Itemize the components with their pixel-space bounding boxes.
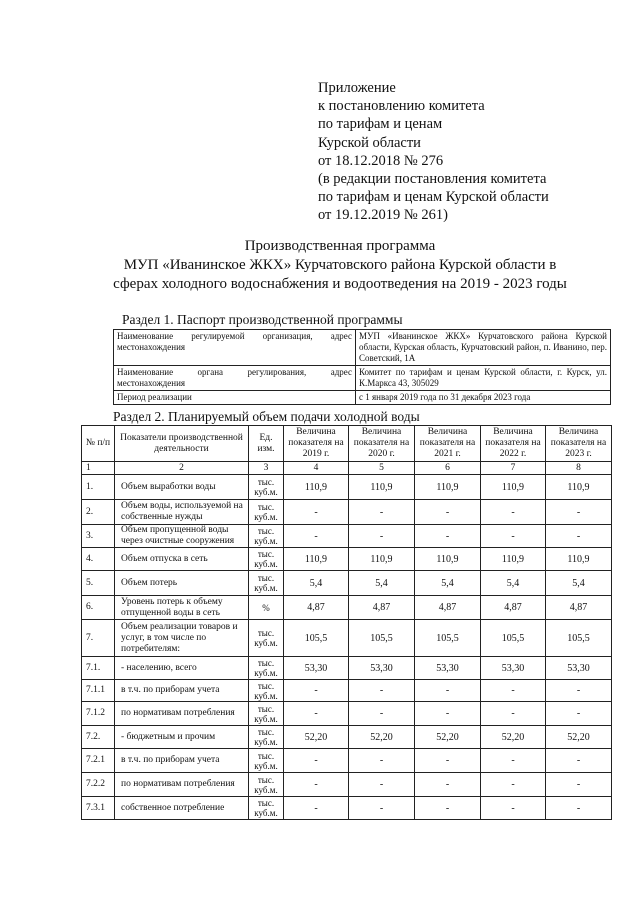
row-number: 4. — [82, 548, 115, 571]
row-value: 53,30 — [481, 657, 546, 680]
row-value: - — [349, 749, 415, 773]
row-indicator: в т.ч. по приборам учета — [115, 749, 249, 773]
row-indicator: Объем выработки воды — [115, 475, 249, 500]
row-number: 6. — [82, 596, 115, 620]
row-value: - — [481, 749, 546, 773]
row-number: 7.2.1 — [82, 749, 115, 773]
row-value: 5,4 — [349, 571, 415, 596]
row-value: 4,87 — [546, 596, 612, 620]
row-value: 53,30 — [415, 657, 481, 680]
row-number: 3. — [82, 525, 115, 548]
row-value: - — [481, 680, 546, 702]
document-title — [60, 237, 620, 294]
header-unit: Ед. изм. — [249, 426, 284, 462]
row-value: - — [415, 680, 481, 702]
header-year: Величина показателя на 2020 г. — [349, 426, 415, 462]
passport-label: Наименование регулируемой организация, адрес местонахождения — [114, 330, 356, 366]
title-line-2: МУП «Иванинское ЖКХ» Курчатовского района Курской области в — [123, 257, 557, 273]
row-indicator: Объем реализации товаров и услуг, в том числе по потребителям: — [115, 620, 249, 657]
row-value: - — [415, 749, 481, 773]
header-year: Величина показателя на 2021 г. — [415, 426, 481, 462]
row-value: 4,87 — [349, 596, 415, 620]
row-indicator: Объем потерь — [115, 571, 249, 596]
column-index: 8 — [546, 462, 612, 475]
row-value: - — [481, 702, 546, 726]
row-value: 5,4 — [284, 571, 349, 596]
table-row — [82, 797, 612, 820]
table-row — [82, 620, 612, 657]
passport-value: Комитет по тарифам и ценам Курской области, г. Курск, ул. К.Маркса 43, 305029 — [356, 366, 611, 391]
row-value: - — [349, 680, 415, 702]
row-unit: тыс. куб.м. — [249, 620, 284, 657]
passport-row — [114, 391, 611, 405]
row-value: - — [349, 702, 415, 726]
row-unit: тыс. куб.м. — [249, 475, 284, 500]
row-value: 110,9 — [415, 548, 481, 571]
header-num: № п/п — [82, 426, 115, 462]
row-number: 2. — [82, 500, 115, 525]
appendix-line: (в редакции постановления комитета — [318, 171, 547, 188]
row-value: 110,9 — [481, 548, 546, 571]
column-index: 2 — [115, 462, 249, 475]
row-value: 4,87 — [415, 596, 481, 620]
row-number: 1. — [82, 475, 115, 500]
row-number: 7.2. — [82, 726, 115, 749]
row-unit: тыс. куб.м. — [249, 797, 284, 820]
table-row — [82, 571, 612, 596]
row-value: 110,9 — [546, 475, 612, 500]
row-value: - — [546, 773, 612, 797]
row-value: - — [415, 797, 481, 820]
row-indicator: собственное потребление — [115, 797, 249, 820]
row-indicator: Объем пропущенной воды через очистные сооружения — [115, 525, 249, 548]
row-value: - — [546, 525, 612, 548]
row-unit: тыс. куб.м. — [249, 726, 284, 749]
table-row — [82, 726, 612, 749]
row-value: 5,4 — [546, 571, 612, 596]
appendix-line: от 18.12.2018 № 276 — [318, 152, 444, 169]
row-value: - — [415, 500, 481, 525]
row-value: - — [415, 773, 481, 797]
table-row — [82, 680, 612, 702]
column-index: 5 — [349, 462, 415, 475]
row-number: 7.2.2 — [82, 773, 115, 797]
row-value: 52,20 — [481, 726, 546, 749]
row-value: - — [546, 500, 612, 525]
row-value: - — [284, 500, 349, 525]
row-value: - — [284, 749, 349, 773]
table-row — [82, 525, 612, 548]
row-number: 7.3.1 — [82, 797, 115, 820]
row-value: - — [284, 680, 349, 702]
title-line-3: сферах холодного водоснабжения и водоотведения на 2019 - 2023 годы — [113, 276, 567, 292]
header-year: Величина показателя на 2019 г. — [284, 426, 349, 462]
table-row — [82, 475, 612, 500]
row-value: - — [349, 797, 415, 820]
table-row — [82, 500, 612, 525]
row-value: - — [415, 525, 481, 548]
column-index: 3 — [249, 462, 284, 475]
table-row — [82, 548, 612, 571]
row-indicator: в т.ч. по приборам учета — [115, 680, 249, 702]
row-value: - — [481, 500, 546, 525]
row-unit: тыс. куб.м. — [249, 749, 284, 773]
passport-row — [114, 330, 611, 366]
column-index: 4 — [284, 462, 349, 475]
row-indicator: по нормативам потребления — [115, 773, 249, 797]
row-value: 105,5 — [284, 620, 349, 657]
row-number: 5. — [82, 571, 115, 596]
row-unit: тыс. куб.м. — [249, 500, 284, 525]
row-value: - — [481, 797, 546, 820]
row-indicator: - населению, всего — [115, 657, 249, 680]
water-volume-table — [81, 425, 612, 820]
row-indicator: Объем отпуска в сеть — [115, 548, 249, 571]
row-value: 52,20 — [415, 726, 481, 749]
column-index: 7 — [481, 462, 546, 475]
appendix-line: Курской области — [318, 134, 421, 151]
row-indicator: по нормативам потребления — [115, 702, 249, 726]
row-unit: тыс. куб.м. — [249, 657, 284, 680]
row-value: - — [546, 680, 612, 702]
table-row — [82, 749, 612, 773]
row-value: - — [546, 797, 612, 820]
column-index-row — [82, 462, 612, 475]
row-value: - — [349, 525, 415, 548]
row-number: 7.1. — [82, 657, 115, 680]
row-value: - — [349, 773, 415, 797]
row-value: 53,30 — [546, 657, 612, 680]
passport-table — [113, 329, 611, 405]
row-value: 105,5 — [415, 620, 481, 657]
section2-title: Раздел 2. Планируемый объем подачи холодной воды — [113, 409, 420, 424]
row-value: 4,87 — [284, 596, 349, 620]
table-row — [82, 702, 612, 726]
row-indicator: Объем воды, используемой на собственные нужды — [115, 500, 249, 525]
appendix-line: по тарифам и ценам — [318, 116, 443, 133]
row-unit: тыс. куб.м. — [249, 773, 284, 797]
section1-title: Раздел 1. Паспорт производственной программы — [122, 312, 403, 327]
column-index: 6 — [415, 462, 481, 475]
row-number: 7. — [82, 620, 115, 657]
appendix-header — [318, 79, 549, 225]
row-unit: тыс. куб.м. — [249, 548, 284, 571]
row-value: - — [284, 773, 349, 797]
row-unit: тыс. куб.м. — [249, 680, 284, 702]
header-year: Величина показателя на 2023 г. — [546, 426, 612, 462]
row-value: - — [415, 702, 481, 726]
row-value: 110,9 — [546, 548, 612, 571]
row-value: 4,87 — [481, 596, 546, 620]
title-line-1: Производственная программа — [244, 238, 436, 254]
row-indicator: - бюджетным и прочим — [115, 726, 249, 749]
row-unit: % — [249, 596, 284, 620]
row-value: 110,9 — [284, 475, 349, 500]
row-value: - — [284, 525, 349, 548]
appendix-line: к постановлению комитета — [318, 98, 485, 115]
row-value: 53,30 — [349, 657, 415, 680]
row-value: 105,5 — [349, 620, 415, 657]
row-value: - — [481, 773, 546, 797]
appendix-line: по тарифам и ценам Курской области — [318, 189, 549, 206]
row-value: - — [546, 702, 612, 726]
row-unit: тыс. куб.м. — [249, 525, 284, 548]
row-value: - — [284, 702, 349, 726]
row-value: 110,9 — [415, 475, 481, 500]
row-value: 105,5 — [481, 620, 546, 657]
header-year: Величина показателя на 2022 г. — [481, 426, 546, 462]
table-row — [82, 596, 612, 620]
table-row — [82, 773, 612, 797]
row-value: 53,30 — [284, 657, 349, 680]
row-value: 110,9 — [481, 475, 546, 500]
row-indicator: Уровень потерь к объему отпущенной воды в сеть — [115, 596, 249, 620]
passport-label: Период реализации — [114, 391, 356, 405]
row-value: - — [349, 500, 415, 525]
row-value: 52,20 — [349, 726, 415, 749]
header-row — [82, 426, 612, 462]
row-value: 52,20 — [546, 726, 612, 749]
row-value: 5,4 — [481, 571, 546, 596]
row-value: - — [481, 525, 546, 548]
row-number: 7.1.2 — [82, 702, 115, 726]
row-value: 52,20 — [284, 726, 349, 749]
row-unit: тыс. куб.м. — [249, 571, 284, 596]
row-value: 105,5 — [546, 620, 612, 657]
row-value: 110,9 — [349, 548, 415, 571]
row-value: 110,9 — [284, 548, 349, 571]
row-unit: тыс. куб.м. — [249, 702, 284, 726]
row-value: - — [284, 797, 349, 820]
appendix-line: от 19.12.2019 № 261) — [318, 207, 448, 224]
row-value: 5,4 — [415, 571, 481, 596]
passport-value: МУП «Иванинское ЖКХ» Курчатовского района Курской области, Курская область, Курчатовский район, п. Иванино, пер. Советский, 1А — [356, 330, 611, 366]
column-index: 1 — [82, 462, 115, 475]
row-number: 7.1.1 — [82, 680, 115, 702]
passport-value: с 1 января 2019 года по 31 декабря 2023 года — [356, 391, 611, 405]
passport-row — [114, 366, 611, 391]
table-row — [82, 657, 612, 680]
appendix-line: Приложение — [318, 80, 396, 96]
header-name: Показатели производственной деятельности — [115, 426, 249, 462]
row-value: - — [546, 749, 612, 773]
row-value: 110,9 — [349, 475, 415, 500]
passport-label: Наименование органа регулирования, адрес местонахождения — [114, 366, 356, 391]
